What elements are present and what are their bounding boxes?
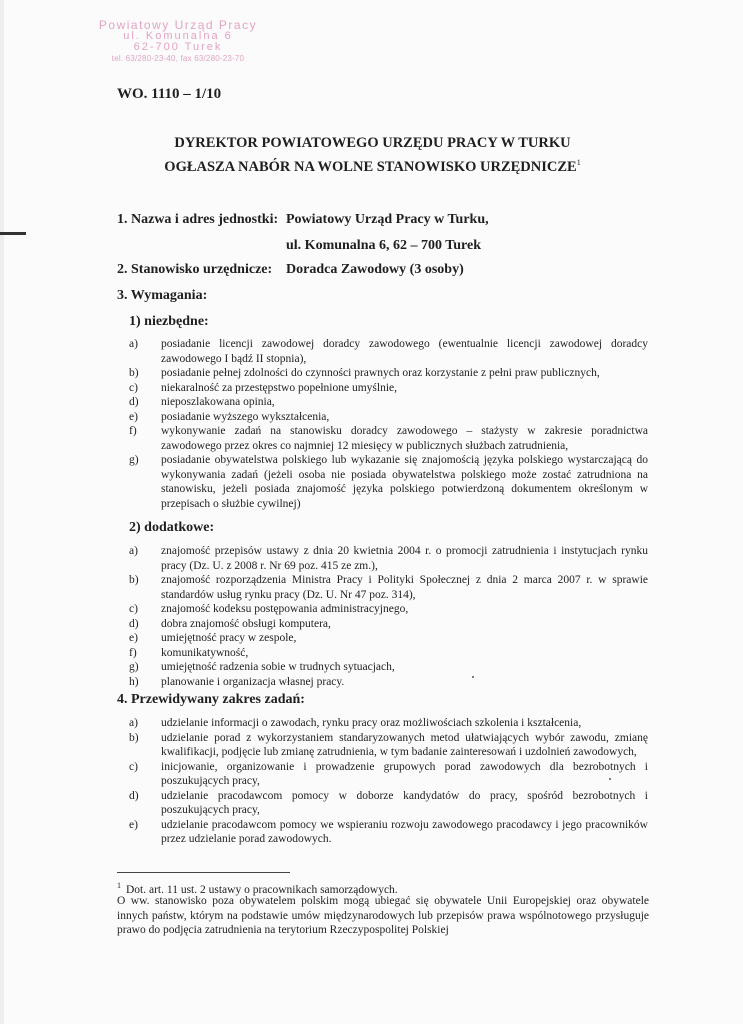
section2-value: Doradca Zawodowy (3 osoby)	[286, 262, 464, 277]
list-item: g) posiadanie obywatelstwa polskiego lub wykazanie się znajomością języka polskiego wystarczającą do wykonywania zadań (jeżeli osoba nie posiada obywatelstwa polskiego może zostać zatrudniona na stanowisku, jeżeli posiada znajomość języka polskiego potwierdzoną dokumentem określonym w przepisach o służbie cywilnej)	[129, 454, 648, 510]
footnote-text: O ww. stanowisko poza obywatelem polskim mogą ubiegać się obywatele Unii Europejskiej oraz obywatele innych państw, którym na podstawie umów międzynarodowych lub przepisów prawa wspólnotowego przysługuje prawo do podjęcia zatrudnienia na terytorium Rzeczypospolitej Polskiej	[117, 895, 649, 936]
required-list	[129, 337, 648, 511]
list-item: b) udzielanie porad z wykorzystaniem standaryzowanych metod ułatwiających wybór zawodu, zmianę kwalifikacji, podjęcie lub zmianę zatrudnienia, w tym badanie zainteresowań i uzdolnień zawodowych,	[129, 731, 648, 758]
list-item: c) inicjowanie, organizowanie i prowadzenie grupowych porad zawodowych dla bezrobotnych i poszukujących pracy,	[129, 760, 648, 787]
scan-edge	[0, 0, 4, 1024]
list-item: b) posiadanie pełnej zdolności do czynności prawnych oraz korzystanie z pełni praw publicznych,	[129, 367, 600, 379]
footnote-mark: 1	[117, 881, 121, 890]
footnote-divider	[117, 872, 290, 873]
reference-number: WO. 1110 – 1/10	[117, 86, 222, 102]
list-item: d) udzielanie pracodawcom pomocy w doborze kandydatów do pracy, spośród bezrobotnych i poszukujących pracy,	[129, 789, 648, 816]
scan-speck	[609, 778, 611, 780]
stamp-line: Powiatowy Urząd Pracy	[98, 18, 258, 32]
scan-mark	[0, 232, 26, 235]
additional-list	[129, 544, 648, 689]
stamp-line: 62-700 Turek	[133, 41, 223, 53]
list-item: f) komunikatywność,	[129, 646, 249, 659]
section4-label: 4. Przewidywany zakres zadań:	[117, 692, 305, 707]
additional-label: 2) dodatkowe:	[129, 520, 215, 535]
footnote-reference: Dot. art. 11 ust. 2 ustawy o pracownikach samorządowych.	[126, 883, 398, 896]
list-item: a) posiadanie licencji zawodowej doradcy zawodowego (ewentualnie licencji zawodowej doradcy zawodowego I bądź II stopnia),	[129, 338, 648, 365]
list-item: a) znajomość przepisów ustawy z dnia 20 kwietnia 2004 r. o promocji zatrudnienia i instytucjach rynku pracy (Dz. U. z 2008 r. Nr 69 poz. 415 ze zm.),	[129, 545, 648, 572]
list-item: h) planowanie i organizacja własnej pracy.	[129, 675, 345, 688]
list-item: e) udzielanie pracodawcom pomocy we wspieraniu rozwoju zawodowego pracodawcy i jego pracowników przez udzielanie porad zawodowych.	[129, 818, 648, 845]
list-item: e) posiadanie wyższego wykształcenia,	[129, 410, 330, 423]
document-title-line1: DYREKTOR POWIATOWEGO URZĘDU PRACY W TURKU	[174, 135, 571, 151]
list-item: g) umiejętność radzenia sobie w trudnych sytuacjach,	[129, 661, 395, 673]
list-item: b) znajomość rozporządzenia Ministra Pracy i Polityki Społecznej z dnia 2 marca 2007 r. w sprawie standardów usług rynku pracy (Dz. U. Nr 47 poz. 314),	[129, 574, 648, 601]
stamp-line: tel. 63/280-23-40, fax 63/280-23-70	[111, 54, 245, 63]
section1-label: 1. Nazwa i adres jednostki:	[117, 212, 279, 227]
list-item: c) niekaralność za przestępstwo popełnione umyślnie,	[129, 381, 397, 394]
section1-address: ul. Komunalna 6, 62 – 700 Turek	[286, 238, 482, 253]
document-title-line2	[110, 158, 635, 176]
required-label: 1) niezbędne:	[129, 314, 209, 329]
list-item: f) wykonywanie zadań na stanowisku doradcy zawodowego – stażysty w zakresie poradnictwa zawodowego przez okres co najmniej 12 miesięcy w publicznych służbach zatrudnienia,	[129, 425, 648, 452]
section3-label: 3. Wymagania:	[117, 288, 208, 303]
footnote-mark: 1	[576, 158, 581, 167]
list-item: a) udzielanie informacji o zawodach, rynku pracy oraz możliwościach szkolenia i kształcenia,	[129, 717, 582, 729]
list-item: d) nieposzlakowana opinia,	[129, 396, 275, 408]
list-item: c) znajomość kodeksu postępowania administracyjnego,	[129, 603, 409, 615]
list-item: d) dobra znajomość obsługi komputera,	[129, 617, 331, 630]
list-item: e) umiejętność pracy w zespole,	[129, 632, 297, 644]
section1-value: Powiatowy Urząd Pracy w Turku,	[286, 212, 489, 227]
stamp-line: ul. Komunalna 6	[123, 30, 233, 42]
tasks-list	[129, 716, 648, 847]
scan-speck	[472, 676, 474, 678]
office-stamp	[78, 20, 278, 64]
title-text: OGŁASZA NABÓR NA WOLNE STANOWISKO URZĘDNICZE	[164, 158, 577, 175]
section2-label: 2. Stanowisko urzędnicze:	[117, 262, 273, 277]
